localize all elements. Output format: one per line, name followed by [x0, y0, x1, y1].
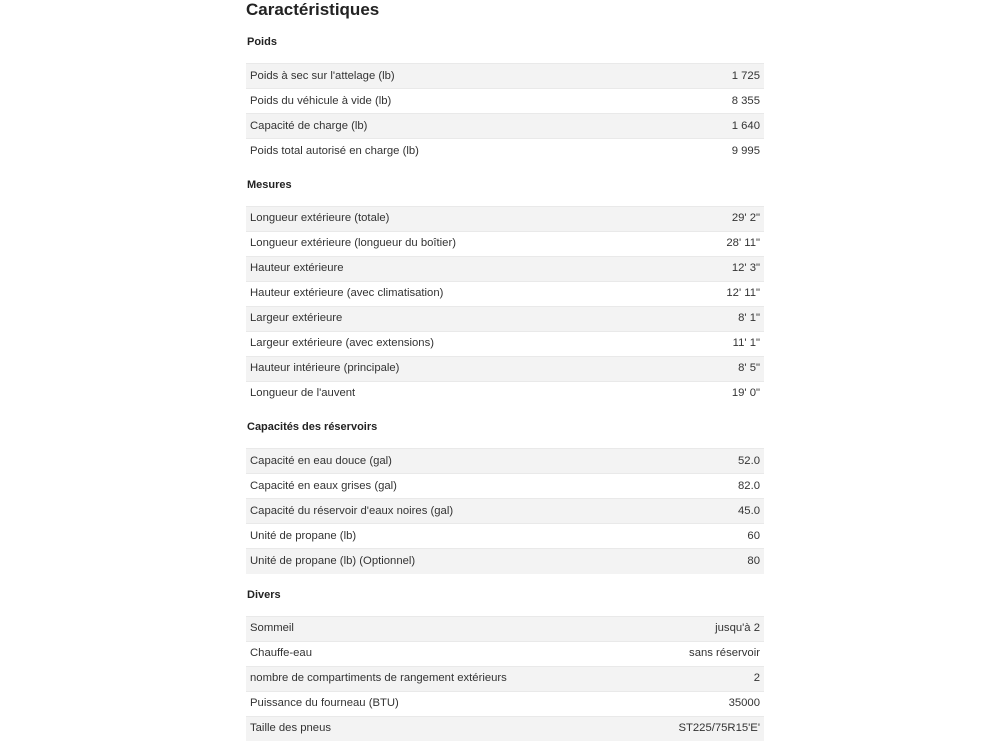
section-title-mesures: Mesures — [247, 178, 292, 191]
spec-label: Capacité de charge (lb) — [246, 114, 654, 139]
table-row — [246, 641, 764, 666]
spec-value: 8' 5" — [654, 356, 764, 381]
table-row — [246, 549, 764, 574]
table-row — [246, 449, 764, 474]
spec-label: Longueur extérieure (longueur du boîtier) — [246, 231, 654, 256]
spec-value: 60 — [654, 524, 764, 549]
spec-table-divers — [246, 616, 764, 742]
spec-value: 2 — [654, 666, 764, 691]
table-row — [246, 206, 764, 231]
table-row — [246, 666, 764, 691]
table-row — [246, 474, 764, 499]
table-row — [246, 616, 764, 641]
table-row — [246, 356, 764, 381]
spec-label: Largeur extérieure — [246, 306, 654, 331]
spec-label: Unité de propane (lb) — [246, 524, 654, 549]
spec-label: Chauffe-eau — [246, 641, 654, 666]
specifications-panel — [246, 0, 764, 741]
spec-value: sans réservoir — [654, 641, 764, 666]
section-title-poids: Poids — [247, 36, 277, 48]
spec-label: Capacité en eau douce (gal) — [246, 449, 654, 474]
spec-label: Longueur de l'auvent — [246, 381, 654, 406]
spec-value: 29' 2" — [654, 206, 764, 231]
spec-value: 12' 11" — [654, 281, 764, 306]
table-row — [246, 691, 764, 716]
table-row — [246, 716, 764, 741]
table-row — [246, 281, 764, 306]
spec-label: Puissance du fourneau (BTU) — [246, 691, 654, 716]
spec-value: 8 355 — [654, 89, 764, 114]
spec-value: 45.0 — [654, 499, 764, 524]
spec-label: Capacité en eaux grises (gal) — [246, 474, 654, 499]
spec-label: Poids du véhicule à vide (lb) — [246, 89, 654, 114]
spec-value: 1 725 — [654, 64, 764, 89]
spec-value: 19' 0" — [654, 381, 764, 406]
spec-value: 9 995 — [654, 139, 764, 164]
page-title: Caractéristiques — [246, 0, 380, 19]
table-row — [246, 256, 764, 281]
spec-label: Hauteur extérieure (avec climatisation) — [246, 281, 654, 306]
spec-value: 82.0 — [654, 474, 764, 499]
table-row — [246, 139, 764, 164]
spec-value: ST225/75R15'E' — [654, 716, 764, 741]
spec-table-reservoirs — [246, 448, 764, 574]
spec-value: 8' 1" — [654, 306, 764, 331]
spec-table-mesures — [246, 206, 764, 407]
section-title-reservoirs: Capacités des réservoirs — [247, 421, 378, 433]
table-row — [246, 231, 764, 256]
spec-label: nombre de compartiments de rangement extérieurs — [246, 666, 654, 691]
table-row — [246, 64, 764, 89]
spec-value: 1 640 — [654, 114, 764, 139]
table-row — [246, 114, 764, 139]
spec-label: Sommeil — [246, 616, 654, 641]
table-row — [246, 499, 764, 524]
spec-label: Longueur extérieure (totale) — [246, 206, 654, 231]
section-title-divers: Divers — [247, 588, 281, 601]
spec-label: Unité de propane (lb) (Optionnel) — [246, 549, 654, 574]
spec-value: jusqu'à 2 — [654, 616, 764, 641]
spec-label: Hauteur intérieure (principale) — [246, 356, 654, 381]
table-row — [246, 381, 764, 406]
spec-value: 28' 11" — [654, 231, 764, 256]
spec-value: 11' 1" — [654, 331, 764, 356]
spec-table-poids — [246, 63, 764, 164]
spec-label: Taille des pneus — [246, 716, 654, 741]
table-row — [246, 306, 764, 331]
table-row — [246, 524, 764, 549]
spec-label: Poids total autorisé en charge (lb) — [246, 139, 654, 164]
table-row — [246, 89, 764, 114]
spec-value: 35000 — [654, 691, 764, 716]
spec-label: Poids à sec sur l'attelage (lb) — [246, 64, 654, 89]
table-row — [246, 331, 764, 356]
spec-value: 12' 3" — [654, 256, 764, 281]
spec-label: Hauteur extérieure — [246, 256, 654, 281]
spec-value: 80 — [654, 549, 764, 574]
spec-value: 52.0 — [654, 449, 764, 474]
spec-label: Largeur extérieure (avec extensions) — [246, 331, 654, 356]
spec-label: Capacité du réservoir d'eaux noires (gal) — [246, 499, 654, 524]
